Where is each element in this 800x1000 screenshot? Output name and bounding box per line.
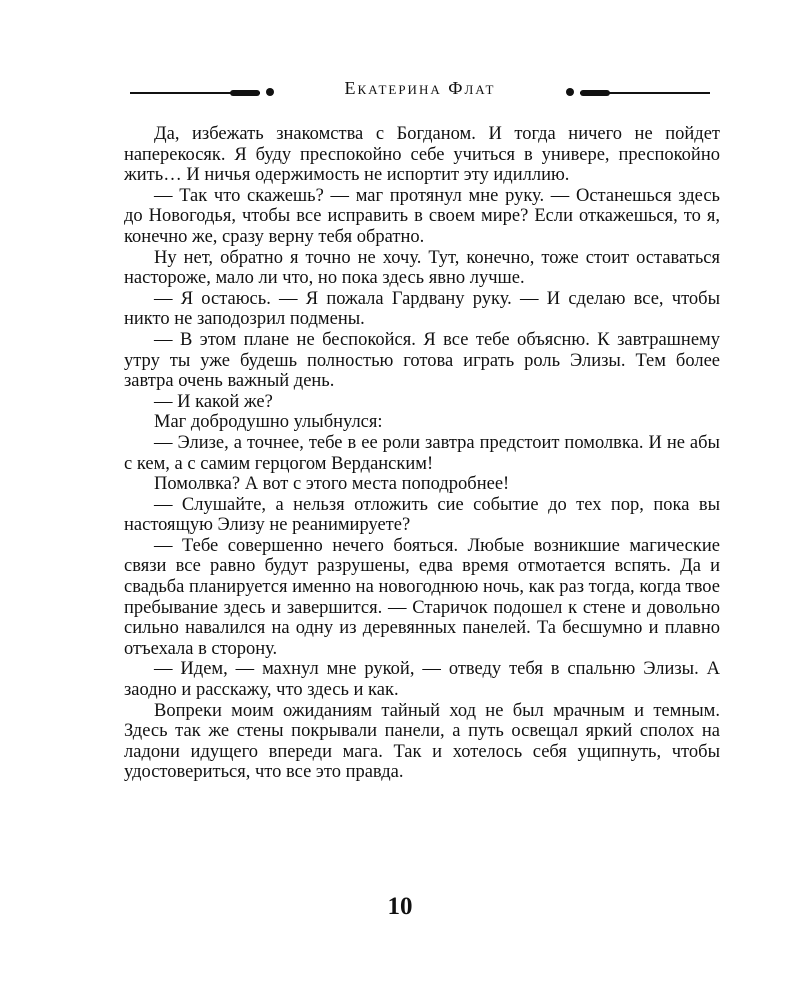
paragraph: — Я остаюсь. — Я пожала Гардвану руку. — И сделаю все, чтобы никто не заподозрил подмены. <box>124 288 720 330</box>
paragraph: Вопреки моим ожиданиям тайный ход не был мрачным и темным. Здесь так же стены покрывали панели, а путь освещал яркий сполох на ладони идущего впереди мага. Так и хотелось себя ущипнуть, чтобы удостовериться, что все это правда. <box>124 700 720 783</box>
paragraph: Да, избежать знакомства с Богданом. И тогда ничего не пойдет наперекосяк. Я буду преспокойно себе учиться в универе, преспокойно жить… И ничья одержимость не испортит эту идиллию. <box>124 124 720 186</box>
paragraph: — В этом плане не беспокойся. Я все тебе объясню. К завтрашнему утру ты уже будешь полностью готова играть роль Элизы. Тем более завтра очень важный день. <box>124 329 720 392</box>
paragraph: — Слушайте, а нельзя отложить сие событие до тех пор, пока вы настоящую Элизу не реанимируете? <box>124 494 720 536</box>
main-text <box>124 124 720 783</box>
paragraph: Маг добродушно улыбнулся: <box>154 412 383 433</box>
paragraph: — Идем, — махнул мне рукой, — отведу тебя в спальню Элизы. А заодно и расскажу, что здесь и как. <box>124 659 720 701</box>
paragraph: — Тебе совершенно нечего бояться. Любые возникшие магические связи все равно будут разрушены, едва время отмотается вспять. Да и свадьба планируется именно на новогоднюю ночь, как раз тогда, когда твое пребывание здесь и завершится. — Старичок подошел к стене и довольно сильно навалился на одну из деревянных панелей. Та бесшумно и плавно отъехала в сторону. <box>124 535 720 659</box>
paragraph: — Элизе, а точнее, тебе в ее роли завтра предстоит помолвка. И не абы с кем, а с самим герцогом Верданским! <box>124 432 720 474</box>
paragraph: Ну нет, обратно я точно не хочу. Тут, конечно, тоже стоит оставаться настороже, мало ли что, но пока здесь явно лучше. <box>124 247 720 289</box>
header-dot-right <box>566 88 574 96</box>
running-header <box>120 76 720 106</box>
paragraph: — И какой же? <box>154 391 273 412</box>
page-number: 10 <box>387 893 413 920</box>
paragraph: Помолвка? А вот с этого места поподробнее! <box>154 474 510 495</box>
header-ornament-right <box>580 92 710 94</box>
author-name: Екатерина Флат <box>344 78 496 98</box>
paragraph: — Так что скажешь? — маг протянул мне руку. — Останешься здесь до Новогодья, чтобы все исправить в своем мире? Если откажешься, то я, конечно же, сразу верну тебя обратно. <box>124 185 720 247</box>
